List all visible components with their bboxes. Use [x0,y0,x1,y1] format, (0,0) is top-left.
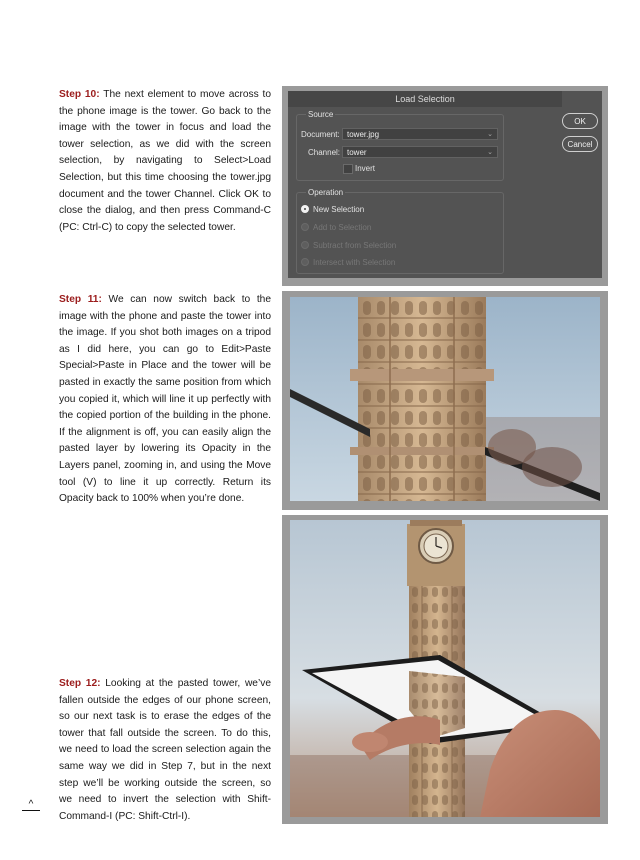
document-select[interactable] [342,128,498,140]
ok-button[interactable]: OK [562,113,598,129]
tower-paste-photo [290,297,600,501]
intersect-with-selection-label: Intersect with Selection [313,258,396,267]
channel-value: tower [347,148,367,157]
add-to-selection-label: Add to Selection [313,223,372,232]
radio-new-selection[interactable] [301,205,309,213]
invert-label: Invert [355,164,376,173]
chevron-down-icon: ⌄ [487,131,493,138]
step-10-text [59,87,271,236]
photo-frame-step-12 [282,515,608,824]
operation-label: Operation [308,188,344,197]
document-label: Document: [301,130,340,139]
new-selection-label: New Selection [313,205,365,214]
tower-paste-illustration [290,297,600,501]
step-10-heading: Step 10: [59,89,100,100]
document-value: tower.jpg [347,130,380,139]
step-12-text [59,676,271,825]
radio-add-to-selection[interactable] [301,223,309,231]
tower-in-phone-photo [290,520,600,817]
dialog-title: Load Selection [288,91,562,107]
invert-checkbox[interactable] [343,164,353,174]
photo-frame-step-11 [282,291,608,510]
tower-in-phone-illustration [290,520,600,817]
source-label: Source [308,110,334,119]
subtract-from-selection-label: Subtract from Selection [313,241,397,250]
step-12-body: Looking at the pasted tower, we’ve fallen outside the edges of our phone screen, so our next task is to erase the edges of the tower that fall outside the screen. To do this, we need to load the screen selection again the same way we did in Step 7, but in the next step we’ll be working outside the screen, so we need to invert the selection with Shift-Command-I (PC: Shift-Ctrl-I). [59,678,271,822]
step-11-heading: Step 11: [59,294,102,305]
step-11-body: We can now switch back to the image with the phone and paste the tower into the image. If you shot both images on a tripod as I did here, you can go to Edit>Paste Special>Paste in Place and the tower will be pasted in exactly the same position from which you copied it, which will line it up perfectly with the copied portion of the building in the phone. If the alignment is off, you can easily align the pasted layer by lowering its Opacity in the Layers panel, zooming in, and using the Move tool (V) to line it up correctly. Return its Opacity back to 100% when you’re done. [59,294,271,505]
step-11-text [59,292,271,508]
radio-subtract-from-selection[interactable] [301,241,309,249]
channel-label: Channel: [308,148,341,157]
cancel-button[interactable]: Cancel [562,136,598,152]
corner-mark: ^ [22,800,40,811]
tower-body [350,297,494,501]
load-selection-dialog [282,86,608,286]
channel-select[interactable] [342,146,498,158]
radio-intersect-with-selection[interactable] [301,258,309,266]
step-10-body: The next element to move across to the phone image is the tower. Go back to the image with the tower in focus and load the tower selection, as we did with the screen selection, by navigating to Select>Load Selection, but this time choosing the tower.jpg document and the tower Channel. Click OK to close the dialog, and then press Command-C (PC: Ctrl-C) to copy the selected tower. [59,89,271,233]
chevron-down-icon: ⌄ [487,149,493,156]
dialog-button-panel [562,91,602,278]
step-12-heading: Step 12: [59,678,101,689]
dialog-body [288,91,562,278]
